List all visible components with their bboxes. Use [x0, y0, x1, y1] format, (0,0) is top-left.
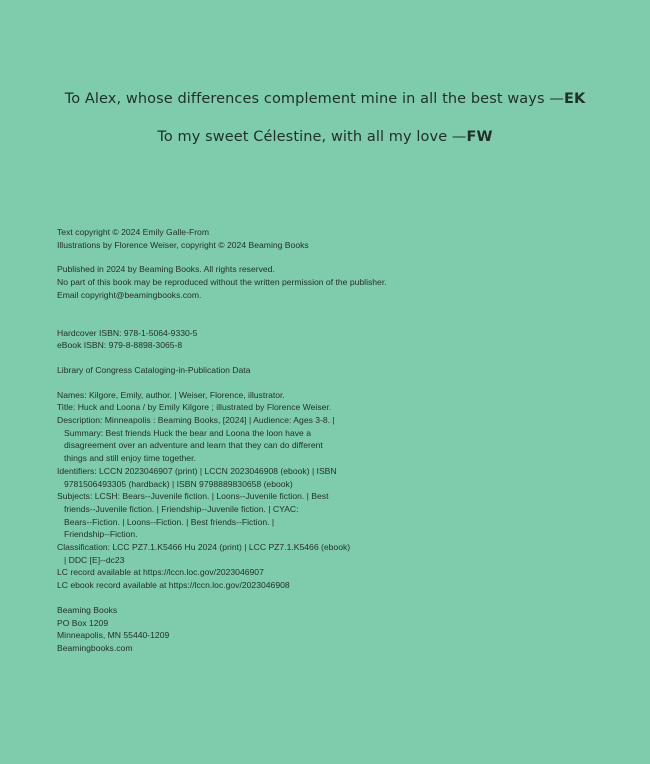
rights-block: [57, 263, 617, 301]
rights-line: Email copyright@beamingbooks.com.: [57, 289, 202, 300]
rights-line: Published in 2024 by Beaming Books. All rights reserved.: [57, 264, 275, 275]
credit-line: Illustrations by Florence Weiser, copyright © 2024 Beaming Books: [57, 239, 309, 250]
publisher-line: Minneapolis, MN 55440-1209: [57, 630, 170, 641]
isbn-line: eBook ISBN: 979-8-8898-3065-8: [57, 340, 183, 351]
dedication-initials: EK: [563, 91, 586, 107]
cip-line: Identifiers: LCCN 2023046907 (print) | LCCN 2023046908 (ebook) | ISBN: [57, 465, 337, 476]
cip-line: 9781506493305 (hardback) | ISBN 9798889830658 (ebook): [64, 478, 293, 489]
credit-line: Text copyright © 2024 Emily Galle-From: [57, 227, 209, 237]
cip-line: Names: Kilgore, Emily, author. | Weiser, Florence, illustrator.: [57, 389, 285, 400]
cip-line: Subjects: LCSH: Bears--Juvenile fiction. | Loons--Juvenile fiction. | Best: [57, 491, 329, 502]
publisher-line: PO Box 1209: [57, 617, 109, 628]
publisher-address: [57, 604, 617, 655]
cip-line: Description: Minneapolis : Beaming Books, [2024] | Audience: Ages 3-8. |: [57, 415, 335, 426]
cip-line: things and still enjoy time together.: [64, 453, 196, 464]
cip-line: Title: Huck and Loona / by Emily Kilgore ; illustrated by Florence Weiser.: [57, 402, 332, 413]
cip-line: Friendship--Fiction.: [64, 529, 138, 540]
cip-line: friends--Juvenile fiction. | Friendship--Juvenile fiction. | CYAC:: [64, 503, 299, 514]
cip-line: Classification: LCC PZ7.1.K5466 Hu 2024 (print) | LCC PZ7.1.K5466 (ebook): [57, 542, 351, 553]
isbn-block: [57, 327, 617, 352]
cip-line: disagreement over an adventure and learn that they can do different: [64, 440, 323, 451]
dedication-text: To Alex, whose differences complement mine in all the best ways —: [64, 91, 564, 107]
isbn-line: Hardcover ISBN: 978-1-5064-9330-5: [57, 327, 198, 338]
dedication-initials: FW: [466, 129, 493, 145]
cip-line: | DDC [E]--dc23: [64, 554, 125, 565]
cip-block: [57, 389, 617, 592]
cip-line: LC ebook record available at https://lccn.loc.gov/2023046908: [57, 580, 290, 591]
publisher-line: Beamingbooks.com: [57, 642, 133, 653]
publisher-line: Beaming Books: [57, 604, 118, 615]
cip-line: Bears--Fiction. | Loons--Fiction. | Best friends--Fiction. |: [64, 516, 275, 527]
dedication-line-2: [0, 129, 650, 145]
cip-heading-block: [57, 364, 617, 377]
dedication-line-1: [0, 91, 650, 107]
cip-heading: Library of Congress Cataloging-in-Publication Data: [57, 364, 251, 375]
cip-line: LC record available at https://lccn.loc.gov/2023046907: [57, 567, 264, 578]
dedication-text: To my sweet Célestine, with all my love —: [157, 129, 467, 145]
rights-line: No part of this book may be reproduced without the written permission of the publisher.: [57, 277, 387, 288]
cip-line: Summary: Best friends Huck the bear and Loona the loon have a: [64, 427, 311, 438]
copyright-page: [57, 226, 617, 655]
credits-block: [57, 226, 617, 251]
